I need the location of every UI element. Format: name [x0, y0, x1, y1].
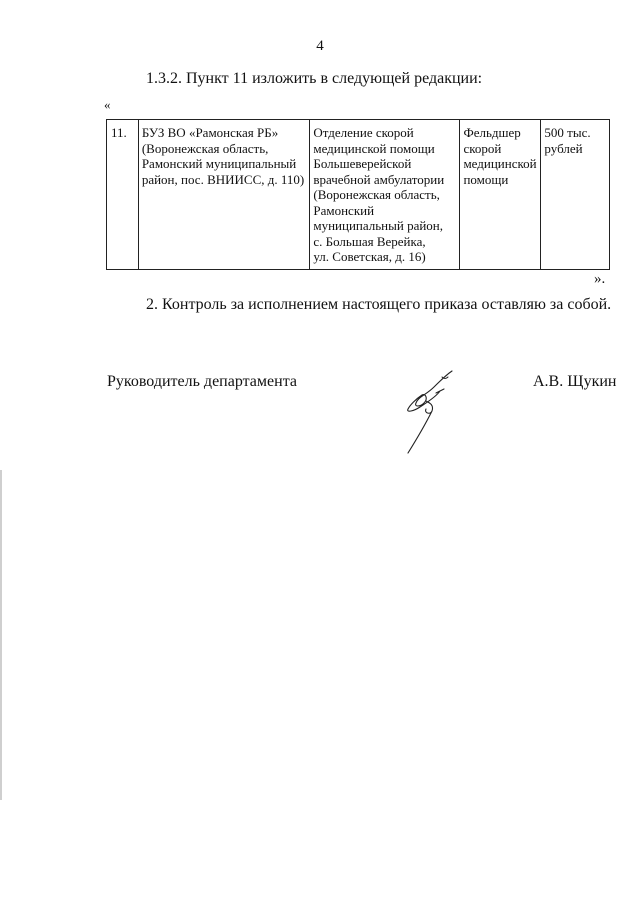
handwritten-signature	[396, 367, 466, 459]
table-row	[107, 120, 610, 270]
organization-line: район, пос. ВНИИСС, д. 110)	[141, 171, 305, 187]
position-line: помощи	[463, 171, 509, 187]
clause-heading: 1.3.2. Пункт 11 изложить в следующей редакции:	[146, 70, 483, 87]
clause-2-text: 2. Контроль за исполнением настоящего приказа оставляю за собой.	[146, 296, 612, 313]
position-cell	[460, 120, 541, 270]
unit-line: Отделение скорой	[313, 125, 414, 140]
amount-line: рублей	[544, 140, 583, 156]
unit-line: (Воронежская область,	[313, 187, 440, 202]
signatory-name: А.В. Щукин	[533, 373, 617, 390]
amendment-table	[106, 119, 610, 270]
unit-line: медицинской помощи	[313, 140, 435, 156]
organization-line: БУЗ ВО «Рамонская РБ»	[141, 125, 279, 140]
row-number: 11.	[111, 125, 127, 140]
unit-line: с. Большая Верейка,	[313, 233, 426, 249]
unit-line: Рамонский	[313, 202, 375, 218]
unit-line: врачебной амбулатории	[313, 171, 445, 187]
signatory-title: Руководитель департамента	[107, 373, 297, 390]
organization-line: Рамонский муниципальный	[141, 156, 297, 171]
amount-line: 500 тыс.	[544, 125, 591, 140]
row-number-cell	[107, 120, 139, 270]
opening-quote: «	[104, 97, 111, 112]
unit-line: ул. Советская, д. 16)	[313, 249, 426, 264]
unit-line: Большеверейской	[313, 156, 412, 171]
position-line: Фельдшер	[463, 125, 521, 140]
organization-line: (Воронежская область,	[141, 140, 269, 156]
position-line: медицинской	[463, 156, 537, 171]
scan-edge	[0, 470, 2, 800]
amount-cell	[541, 120, 610, 270]
organization-cell	[138, 120, 310, 270]
unit-line: муниципальный район,	[313, 218, 444, 233]
page-number: 4	[316, 38, 324, 54]
closing-quote: ».	[594, 271, 606, 287]
position-line: скорой	[463, 140, 502, 156]
unit-cell	[310, 120, 460, 270]
